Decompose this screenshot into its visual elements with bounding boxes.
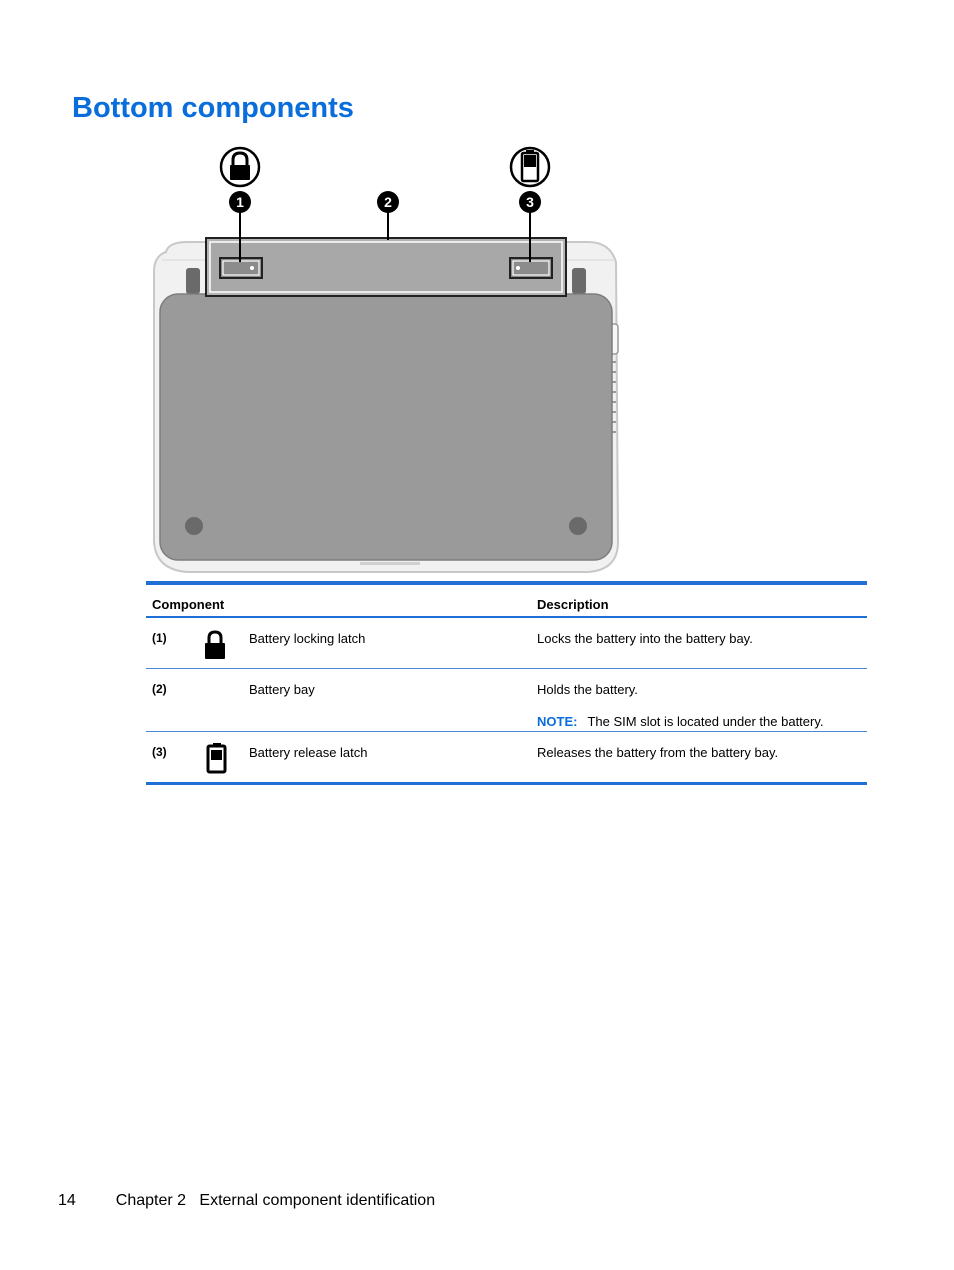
table-header bbox=[146, 585, 867, 618]
component-description: Holds the battery. bbox=[537, 682, 638, 697]
header-description: Description bbox=[537, 597, 609, 612]
page-title: Bottom components bbox=[72, 92, 354, 124]
row-number: (1) bbox=[152, 631, 167, 645]
component-name: Battery bay bbox=[249, 682, 315, 697]
component-description: Locks the battery into the battery bay. bbox=[537, 631, 753, 646]
note bbox=[537, 714, 824, 729]
components-table bbox=[146, 581, 867, 785]
table-row bbox=[146, 669, 867, 732]
svg-text:2: 2 bbox=[384, 194, 392, 210]
battery-icon bbox=[511, 148, 549, 186]
callout-1 bbox=[229, 191, 251, 213]
table-row bbox=[146, 732, 867, 782]
lock-icon bbox=[221, 148, 259, 186]
computer-bottom-figure bbox=[148, 142, 628, 578]
component-name: Battery release latch bbox=[249, 745, 368, 760]
svg-text:1: 1 bbox=[236, 194, 244, 210]
table-row bbox=[146, 618, 867, 669]
note-label: NOTE: bbox=[537, 714, 578, 729]
battery-icon bbox=[206, 742, 228, 774]
row-number: (3) bbox=[152, 745, 167, 759]
header-component: Component bbox=[152, 597, 225, 612]
chapter-title: Chapter 2 External component identification bbox=[115, 1192, 436, 1209]
component-name: Battery locking latch bbox=[249, 631, 366, 646]
component-description: Releases the battery from the battery bay. bbox=[537, 745, 779, 760]
lock-icon bbox=[204, 630, 226, 660]
page-number: 14 bbox=[58, 1192, 76, 1209]
row-number: (2) bbox=[152, 682, 167, 696]
callout-2 bbox=[377, 191, 399, 213]
svg-text:3: 3 bbox=[526, 194, 534, 210]
callout-3 bbox=[519, 191, 541, 213]
table-bottom-rule bbox=[146, 782, 867, 785]
note-text: The SIM slot is located under the battery. bbox=[587, 714, 824, 729]
page-footer bbox=[58, 1192, 435, 1210]
